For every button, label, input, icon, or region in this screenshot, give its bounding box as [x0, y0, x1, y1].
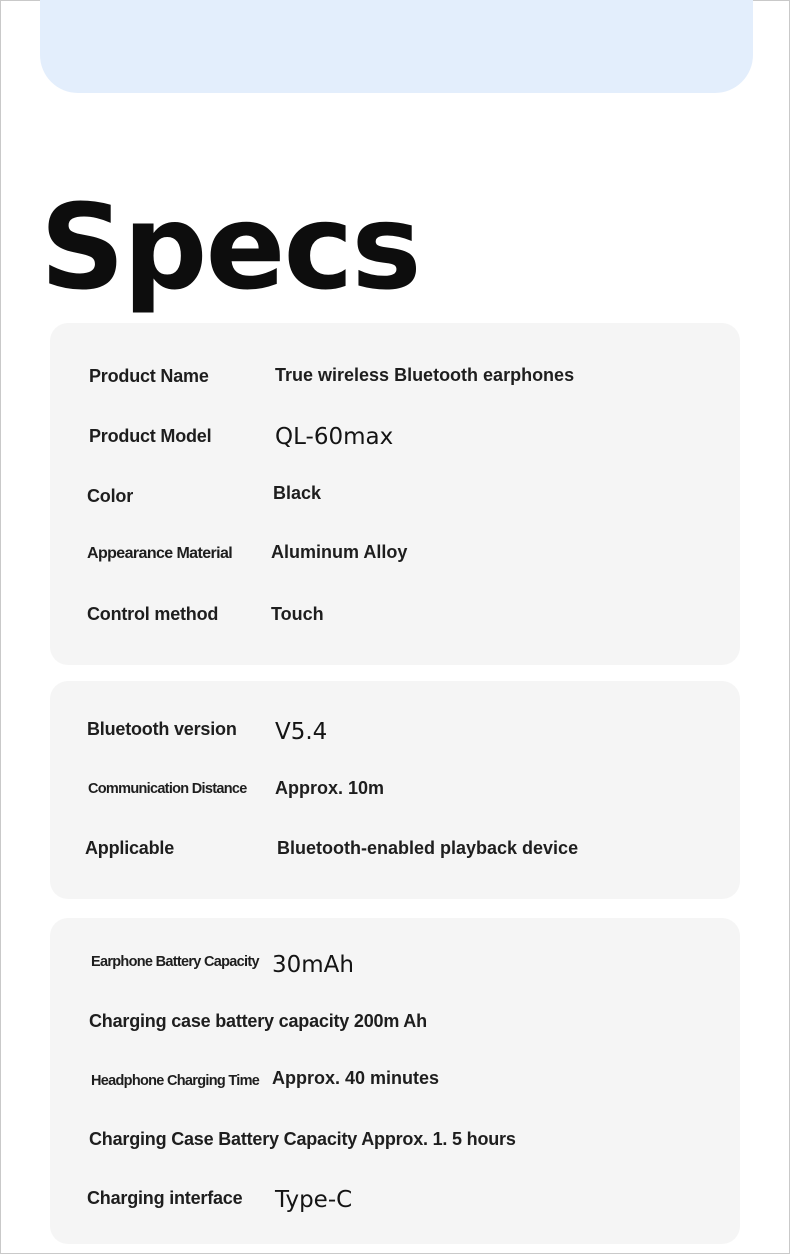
spec-row [50, 838, 740, 868]
spec-label: Product Name [89, 366, 209, 386]
spec-row [50, 483, 740, 513]
spec-card-battery [50, 918, 740, 1244]
spec-value: Touch [271, 604, 324, 624]
spec-label: Product Model [89, 426, 212, 446]
spec-value: True wireless Bluetooth earphones [275, 365, 575, 385]
spec-label: Bluetooth version [87, 719, 237, 739]
spec-value: Approx. 10m [275, 778, 385, 798]
spec-value: QL-60max [275, 424, 394, 450]
spec-card-general [50, 323, 740, 665]
top-banner [40, 0, 753, 93]
spec-value: Aluminum Alloy [271, 542, 408, 562]
spec-label: Control method [87, 604, 219, 624]
spec-value: Bluetooth-enabled playback device [277, 838, 579, 858]
spec-label: Charging Case Battery Capacity Approx. 1. 5 hours [89, 1129, 516, 1149]
spec-value: Approx. 40 minutes [272, 1068, 440, 1088]
spec-label: Charging case battery capacity 200m Ah [89, 1011, 427, 1031]
spec-label: Charging interface [87, 1188, 243, 1208]
spec-label: Communication Distance [88, 781, 247, 797]
spec-row [50, 363, 740, 393]
spec-row [50, 952, 740, 982]
spec-label: Appearance Material [87, 545, 233, 562]
page-title: Specs [40, 178, 420, 316]
spec-value: Black [273, 483, 322, 503]
spec-row [50, 423, 740, 453]
spec-value: 30mAh [272, 952, 354, 978]
spec-value: V5.4 [275, 719, 328, 745]
spec-row [50, 602, 740, 632]
spec-label: Earphone Battery Capacity [91, 954, 259, 970]
spec-row [50, 1068, 740, 1098]
spec-row [50, 1188, 740, 1218]
spec-row [50, 1011, 740, 1041]
spec-label: Applicable [85, 838, 175, 858]
spec-row [50, 719, 740, 749]
spec-row [50, 778, 740, 808]
spec-label: Color [87, 486, 133, 506]
spec-card-connectivity [50, 681, 740, 899]
spec-value: Type-C [275, 1187, 353, 1213]
spec-row [50, 1129, 740, 1159]
spec-row [50, 541, 740, 571]
spec-label: Headphone Charging Time [91, 1073, 260, 1089]
